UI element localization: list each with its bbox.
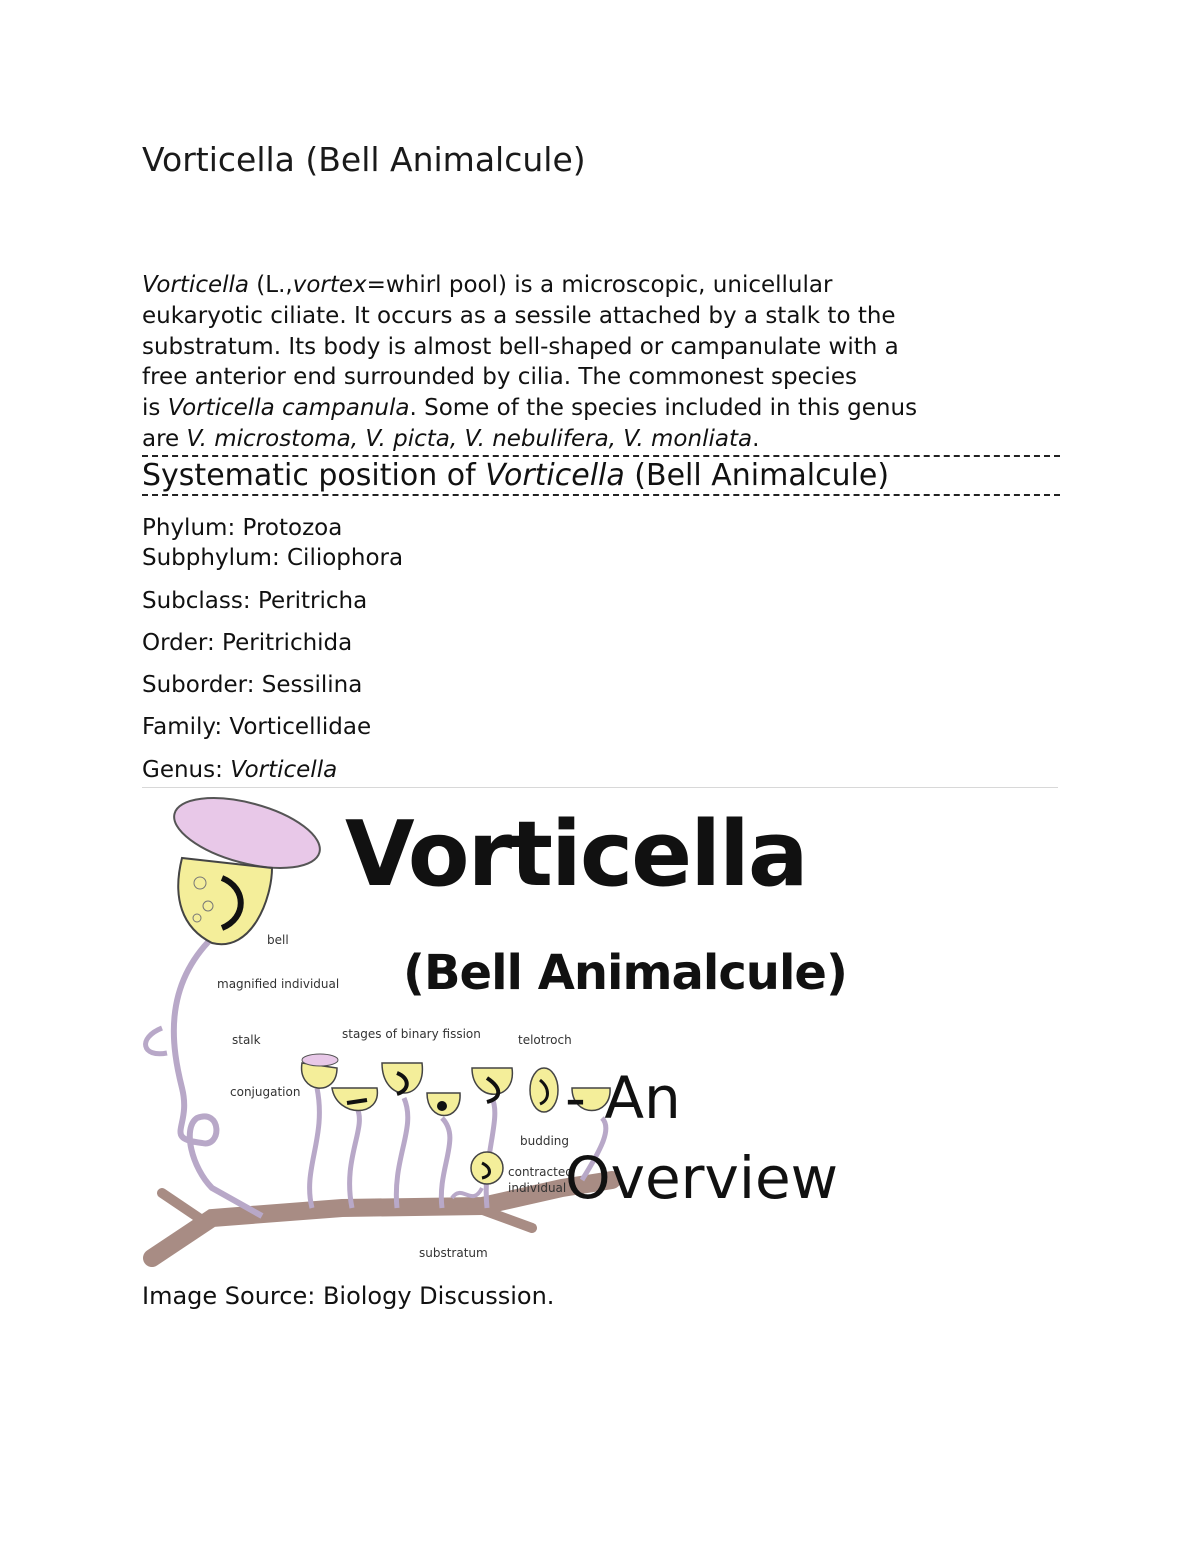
label-magnified: magnified individual: [217, 977, 340, 991]
taxon-label: Suborder: [142, 672, 247, 698]
systematic-position-heading: [142, 457, 1060, 495]
dashed-divider: [142, 494, 1060, 496]
intro-text: (L.,: [249, 272, 293, 298]
genus-term: Vorticella: [142, 272, 249, 298]
conjugation-individual: [302, 1054, 338, 1208]
species-list: V. microstoma, V. picta, V. nebulifera, V. monliata: [186, 425, 753, 452]
intro-line: [142, 424, 1062, 455]
fission-individual: [427, 1093, 460, 1208]
figure-subheadline: (Bell Animalcule): [403, 945, 847, 1001]
intro-line: [142, 270, 1062, 301]
heading-text: (Bell Animalcule): [624, 458, 890, 493]
taxon-genus: Genus: Vorticella: [142, 757, 338, 783]
taxon-subphylum: Subphylum: Ciliophora: [142, 545, 404, 571]
taxon-subclass: Subclass: Peritricha: [142, 588, 368, 614]
taxon-family: Family: Vorticellidae: [142, 714, 372, 740]
taxon-value: Peritrichida: [222, 630, 353, 656]
intro-line: substratum. Its body is almost bell-shaped or campanulate with a: [142, 333, 899, 360]
image-source-caption: Image Source: Biology Discussion.: [142, 1282, 555, 1310]
taxon-suborder: Suborder: Sessilina: [142, 672, 363, 698]
label-bell: bell: [267, 933, 289, 947]
taxon-value: Vorticella: [230, 757, 338, 783]
intro-text: .: [752, 425, 760, 452]
fission-individual: [382, 1063, 422, 1208]
intro-text: is: [142, 395, 168, 422]
label-stalk: stalk: [232, 1033, 261, 1047]
label-substratum: substratum: [419, 1246, 488, 1260]
bell-body: [178, 858, 272, 944]
taxon-label: Family: [142, 714, 215, 740]
fission-individual: [472, 1068, 512, 1208]
etymology-term: vortex: [292, 272, 367, 298]
figure-headline: Vorticella: [345, 802, 807, 907]
contracted-individual: [452, 1152, 503, 1198]
label-budding: budding: [520, 1134, 570, 1148]
intro-paragraph: [142, 270, 1062, 455]
taxon-value: Sessilina: [261, 672, 363, 698]
intro-text: . Some of the species included in this genus: [409, 395, 918, 422]
intro-line: free anterior end surrounded by cilia. The commonest species: [142, 364, 857, 391]
heading-text: Systematic position of: [142, 458, 486, 493]
label-contracted: contracted: [508, 1165, 573, 1179]
taxon-order: Order: Peritrichida: [142, 630, 353, 656]
taxon-label: Subphylum: [142, 545, 272, 571]
label-fission: stages of binary fission: [342, 1027, 481, 1041]
taxon-label: Phylum: [142, 515, 228, 541]
taxon-label: Order: [142, 630, 207, 656]
fission-individual: [332, 1088, 377, 1208]
label-conjugation: conjugation: [230, 1085, 301, 1099]
species-name: Vorticella campanula: [167, 395, 410, 422]
telotroch-individual: [530, 1068, 558, 1112]
taxon-label: Genus: [142, 757, 216, 783]
intro-line: [142, 393, 1062, 424]
intro-text: =whirl pool) is a microscopic, unicellular: [366, 272, 833, 298]
label-telotroch: telotroch: [518, 1033, 572, 1047]
figure-tagline-overview: Overview: [565, 1144, 839, 1212]
taxon-label: Subclass: [142, 588, 243, 614]
taxon-phylum: Phylum: Protozoa: [142, 515, 343, 541]
taxon-value: Vorticellidae: [229, 714, 372, 740]
stalk-coil: [146, 1028, 167, 1054]
label-contracted-individual: individual: [508, 1181, 567, 1195]
taxon-value: Protozoa: [242, 515, 343, 541]
heading-genus: Vorticella: [485, 458, 625, 493]
taxon-value: Ciliophora: [287, 545, 404, 571]
taxon-value: Peritricha: [257, 588, 368, 614]
intro-line: eukaryotic ciliate. It occurs as a sessile attached by a stalk to the: [142, 302, 896, 329]
intro-text: are: [142, 425, 187, 452]
page-title: Vorticella (Bell Animalcule): [142, 140, 586, 179]
figure-tagline-an: - An: [565, 1064, 681, 1132]
